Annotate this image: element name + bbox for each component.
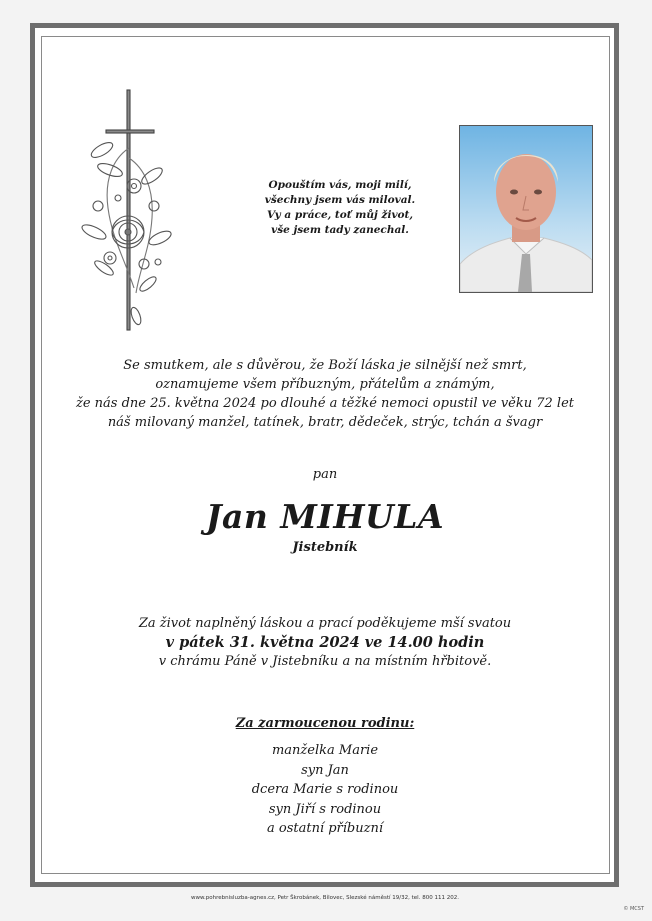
- family-member: manželka Marie: [271, 743, 379, 758]
- family-member: syn Jan: [301, 762, 349, 778]
- quote-line: Vy a práce, toť můj život,: [266, 209, 414, 221]
- honorific: pan: [312, 467, 338, 482]
- farewell-location: v chrámu Páně v Jistebníku a na místním hřbitově.: [158, 654, 492, 669]
- quote-verse: [258, 178, 422, 238]
- announcement-text: [60, 356, 590, 432]
- portrait-photo: [459, 125, 593, 293]
- copyright-mark: © MCST: [623, 906, 644, 912]
- family-member: dcera Marie s rodinou: [251, 782, 399, 797]
- quote-line: všechny jsem vás miloval.: [264, 194, 416, 206]
- cross-flower-icon: [74, 88, 186, 336]
- farewell-date-time: v pátek 31. května 2024 ve 14.00 hodin: [165, 634, 485, 651]
- family-list: [200, 741, 450, 839]
- announcement-line: Se smutkem, ale s důvěrou, že Boží láska je silnější než smrt,: [123, 358, 527, 373]
- announcement-line: že nás dne 25. května 2024 po dlouhé a těžké nemoci opustil ve věku 72 let: [75, 396, 575, 411]
- farewell-line: Za život naplněný láskou a prací poděkujeme mší svatou: [138, 616, 512, 631]
- announcement-line: oznamujeme všem příbuzným, přátelům a známým,: [155, 377, 495, 392]
- farewell-details: [80, 614, 570, 671]
- family-member: a ostatní příbuzní: [266, 821, 383, 836]
- announcement-line: náš milovaný manžel, tatínek, bratr, dědeček, strýc, tchán a švagr: [107, 415, 543, 430]
- family-member: syn Jiří s rodinou: [268, 801, 382, 817]
- footer-contact: www.pohrebnisluzba-agnes.cz, Petr Škrobánek, Bílovec, Slezské náměstí 19/32, tel. 800 111 202.: [191, 895, 459, 901]
- family-heading: Za zarmoucenou rodinu:: [235, 716, 415, 731]
- quote-line: vše jsem tady zanechal.: [271, 224, 409, 236]
- quote-line: Opouštím vás, moji milí,: [268, 179, 412, 191]
- deceased-place: Jistebník: [292, 540, 358, 555]
- deceased-name: Jan MIHULA: [205, 497, 445, 536]
